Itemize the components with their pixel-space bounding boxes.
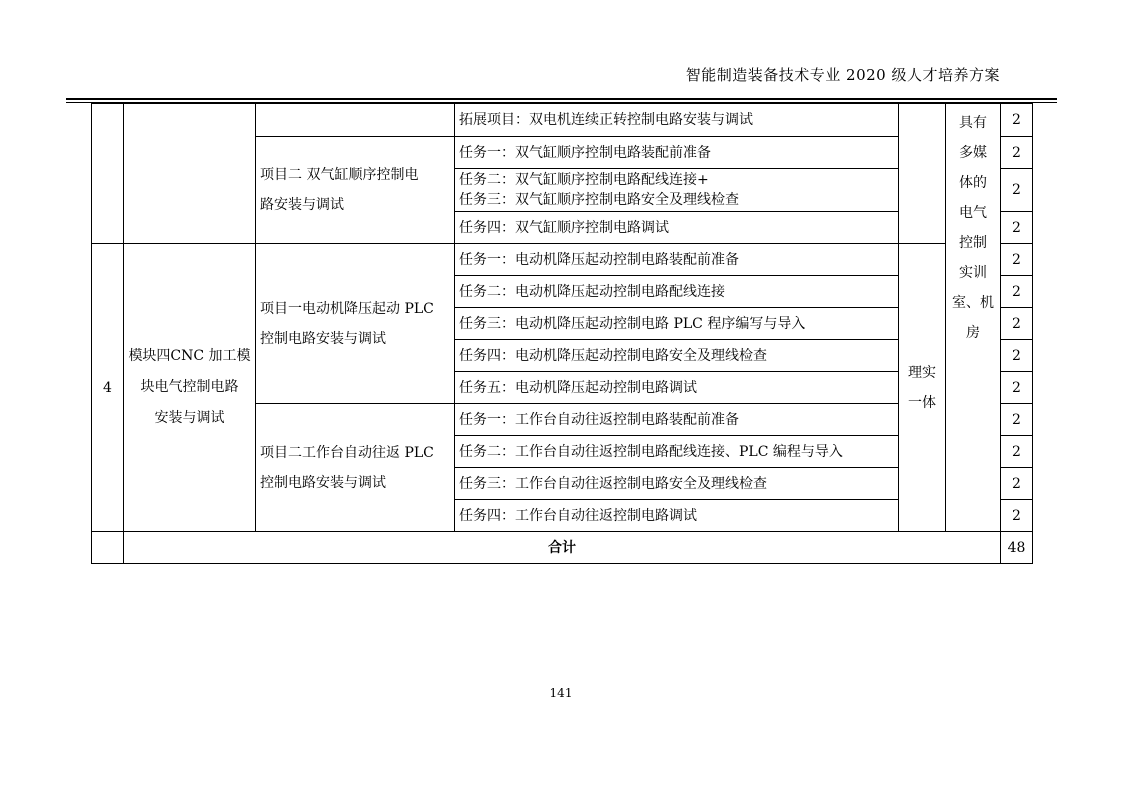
hours-cell: 2 (1001, 276, 1033, 308)
curriculum-table-body (92, 104, 1033, 564)
total-label: 合计 (124, 532, 1001, 564)
total-empty-cell (92, 532, 124, 564)
project-cell (256, 404, 455, 532)
hours-cell: 2 (1001, 500, 1033, 532)
hours-cell: 2 (1001, 104, 1033, 137)
task-text-multiline: 任务二：双气缸顺序控制电路配线连接+ 任务三：双气缸顺序控制电路安全及理线检查 (459, 172, 739, 208)
method-cell (899, 244, 946, 532)
task-cell (455, 169, 899, 212)
table-row (92, 244, 1033, 276)
module-name: 模块四CNC 加工模 块电气控制电路 安装与调试 (128, 348, 251, 426)
project-cell (256, 137, 455, 244)
venue-cell (946, 104, 1001, 532)
project-name: 项目二 双气缸顺序控制电 路安装与调试 (260, 167, 419, 213)
method-cell (899, 104, 946, 244)
page-number: 141 (549, 686, 573, 700)
hours-cell: 2 (1001, 468, 1033, 500)
header-rule-thick (66, 98, 1057, 100)
task-cell: 任务四：双气缸顺序控制电路调试 (455, 212, 899, 244)
module-name-cell (124, 244, 256, 532)
hours-cell: 2 (1001, 340, 1033, 372)
curriculum-table (91, 103, 1033, 564)
module-number-cell (92, 104, 124, 244)
task-cell: 任务五：电动机降压起动控制电路调试 (455, 372, 899, 404)
project-cell (256, 104, 455, 137)
project-name: 项目一电动机降压起动 PLC 控制电路安装与调试 (260, 300, 434, 347)
hours-cell: 2 (1001, 212, 1033, 244)
task-cell: 任务四：电动机降压起动控制电路安全及理线检查 (455, 340, 899, 372)
hours-cell: 2 (1001, 137, 1033, 169)
task-cell: 拓展项目：双电机连续正转控制电路安装与调试 (455, 104, 899, 137)
task-cell: 任务二：工作台自动往返控制电路配线连接、PLC 编程与导入 (455, 436, 899, 468)
table-row (92, 104, 1033, 137)
venue-text: 具有 多媒 体的 电气 控制 实训 室、机 房 (952, 115, 994, 341)
hours-cell: 2 (1001, 308, 1033, 340)
teaching-method: 理实 一体 (908, 364, 936, 411)
task-cell: 任务二：电动机降压起动控制电路配线连接 (455, 276, 899, 308)
task-cell: 任务一：工作台自动往返控制电路装配前准备 (455, 404, 899, 436)
project-cell (256, 244, 455, 404)
total-row (92, 532, 1033, 564)
hours-cell: 2 (1001, 404, 1033, 436)
project-name: 项目二工作台自动往返 PLC 控制电路安装与调试 (260, 444, 434, 491)
hours-cell: 2 (1001, 169, 1033, 212)
task-cell: 任务一：电动机降压起动控制电路装配前准备 (455, 244, 899, 276)
task-cell: 任务一：双气缸顺序控制电路装配前准备 (455, 137, 899, 169)
module-name-cell (124, 104, 256, 244)
hours-cell: 2 (1001, 372, 1033, 404)
document-header-title: 智能制造装备技术专业 2020 级人才培养方案 (685, 66, 1000, 84)
task-cell: 任务三：工作台自动往返控制电路安全及理线检查 (455, 468, 899, 500)
hours-cell: 2 (1001, 436, 1033, 468)
task-cell: 任务三：电动机降压起动控制电路 PLC 程序编写与导入 (455, 308, 899, 340)
task-cell: 任务四：工作台自动往返控制电路调试 (455, 500, 899, 532)
hours-cell: 2 (1001, 244, 1033, 276)
total-hours: 48 (1001, 532, 1033, 564)
module-number-cell: 4 (92, 244, 124, 532)
